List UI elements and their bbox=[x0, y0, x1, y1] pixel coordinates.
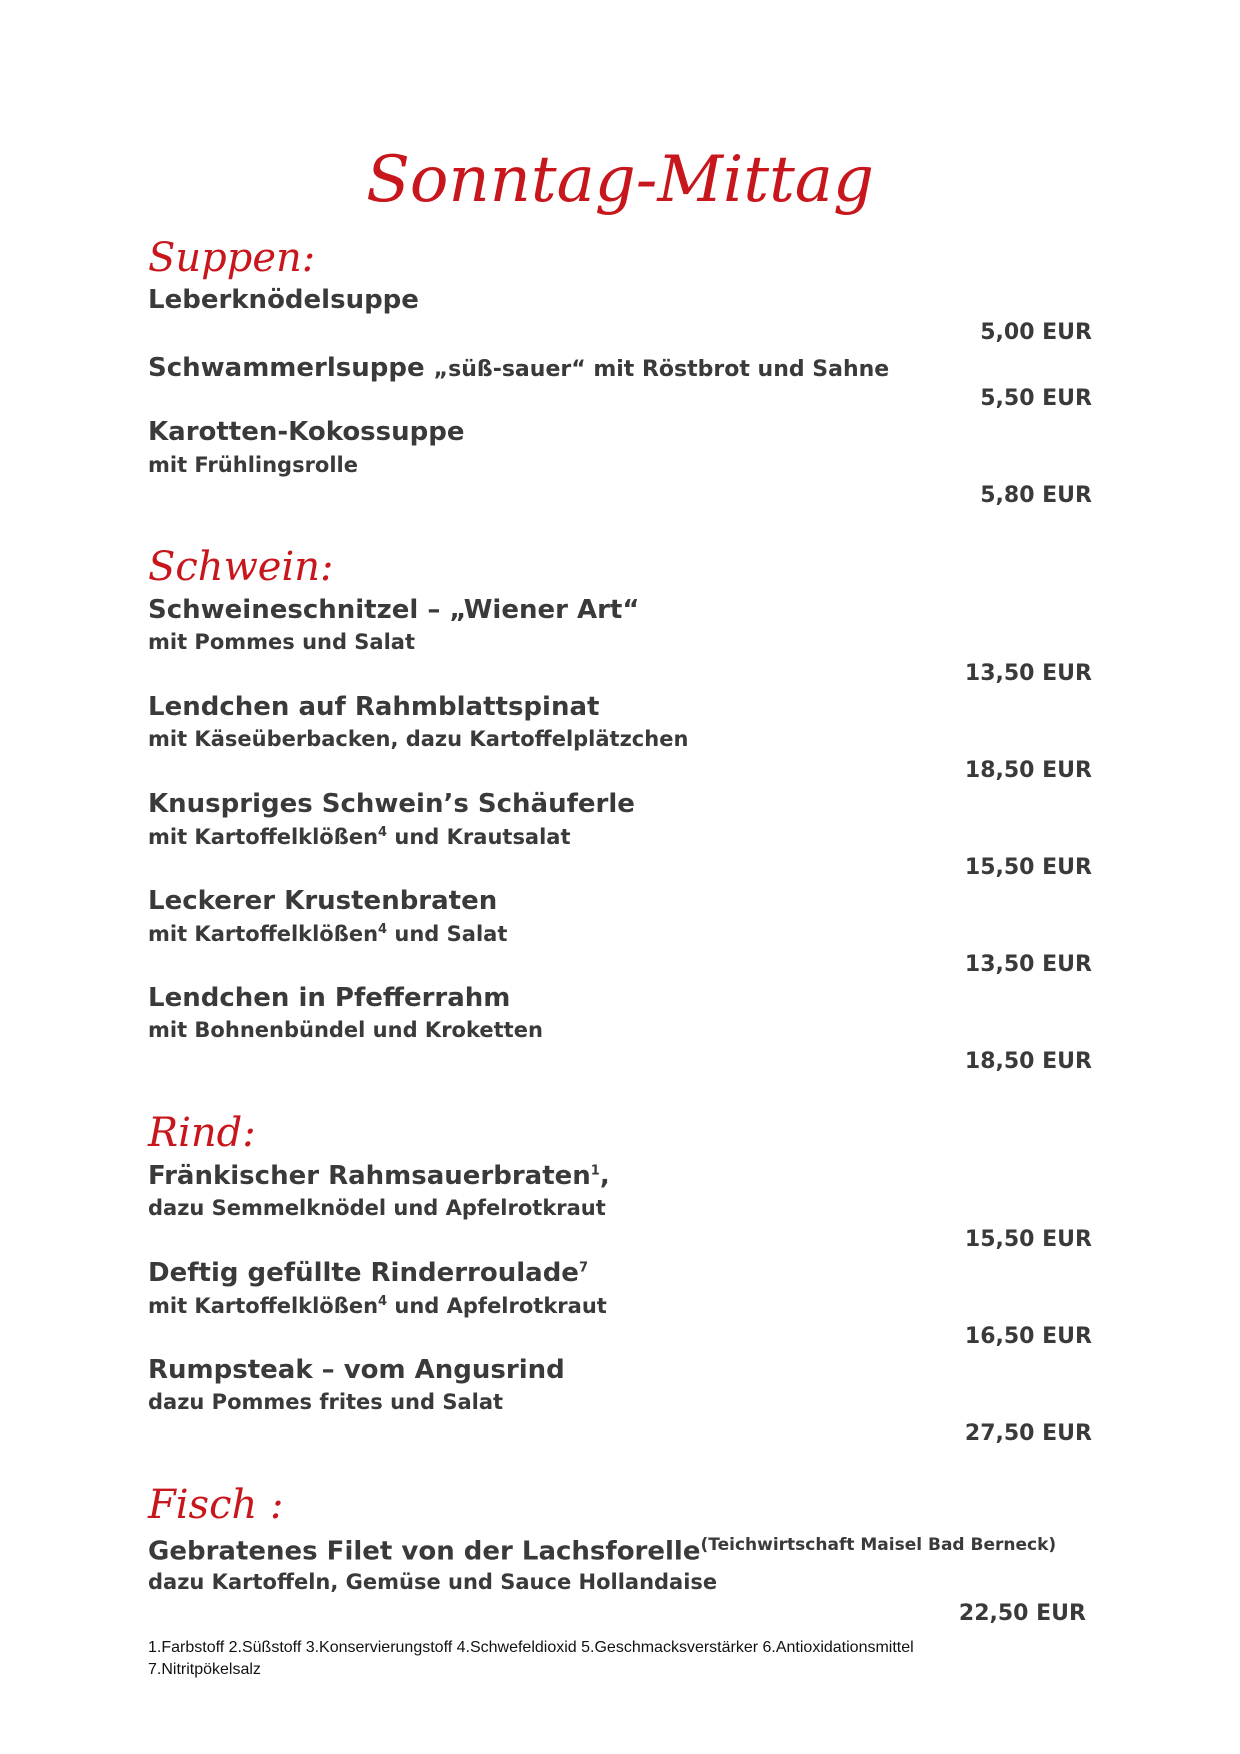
section-title-fisch: Fisch : bbox=[148, 1482, 284, 1528]
dish-price: 5,50 EUR bbox=[980, 386, 1092, 411]
dish-name-line bbox=[148, 1537, 1056, 1565]
dish-description-text: und Salat bbox=[387, 922, 508, 946]
dish-name: Karotten-Kokossuppe bbox=[148, 417, 465, 447]
allergen-marker: 1 bbox=[590, 1163, 600, 1179]
dish-description-text: mit Kartoffelklößen bbox=[148, 922, 379, 946]
dish-name: Deftig gefüllte Rinderroulade bbox=[148, 1258, 579, 1288]
dish-name: Knuspriges Schwein’s Schäuferle bbox=[148, 789, 635, 819]
dish-description: mit Käseüberbacken, dazu Kartoffelplätzchen bbox=[148, 727, 689, 751]
dish-name: Rumpsteak – vom Angusrind bbox=[148, 1355, 565, 1385]
dish-description: dazu Semmelknödel und Apfelrotkraut bbox=[148, 1196, 606, 1220]
allergen-marker: 4 bbox=[378, 922, 388, 937]
page-title: Sonntag-Mittag bbox=[366, 143, 874, 217]
dish-name: Lendchen in Pfefferrahm bbox=[148, 983, 511, 1013]
dish-description-text: und Apfelrotkraut bbox=[387, 1294, 607, 1318]
dish-name: Leckerer Krustenbraten bbox=[148, 886, 498, 916]
dish-price: 13,50 EUR bbox=[964, 952, 1092, 977]
section-title-suppen: Suppen: bbox=[148, 235, 316, 281]
dish-description-text: mit Kartoffelklößen bbox=[148, 825, 379, 849]
section-title-schwein: Schwein: bbox=[148, 544, 334, 590]
allergen-footnote bbox=[148, 1637, 1108, 1681]
dish-description: dazu Pommes frites und Salat bbox=[148, 1390, 504, 1414]
dish-name: Fränkischer Rahmsauerbraten bbox=[148, 1161, 591, 1191]
dish-origin-note: (Teichwirtschaft Maisel Bad Berneck) bbox=[700, 1535, 1057, 1555]
allergen-marker: 4 bbox=[378, 1294, 388, 1309]
dish-inline-description: „süß-sauer“ mit Röstbrot und Sahne bbox=[433, 357, 890, 382]
dish-price: 18,50 EUR bbox=[964, 1049, 1092, 1074]
dish-price: 22,50 EUR bbox=[958, 1601, 1086, 1626]
dish-price: 16,50 EUR bbox=[964, 1324, 1092, 1349]
dish-name: Lendchen auf Rahmblattspinat bbox=[148, 692, 600, 722]
dish-price: 15,50 EUR bbox=[964, 1227, 1092, 1252]
dish-description-text: mit Kartoffelklößen bbox=[148, 1294, 379, 1318]
dish-name-line bbox=[148, 1163, 610, 1189]
allergen-marker: 7 bbox=[578, 1260, 588, 1276]
dish-name: Leberknödelsuppe bbox=[148, 285, 419, 315]
dish-price: 5,80 EUR bbox=[980, 483, 1092, 508]
footnote-line: 1.Farbstoff 2.Süßstoff 3.Konservierungstoff 4.Schwefeldioxid 5.Geschmacksverstärker 6.Antioxidationsmittel bbox=[148, 1639, 914, 1656]
dish-description bbox=[148, 1295, 607, 1317]
dish-description: mit Frühlingsrolle bbox=[148, 453, 358, 477]
dish-name-punctuation: , bbox=[599, 1161, 610, 1191]
dish-name-line bbox=[148, 1260, 588, 1286]
dish-price: 27,50 EUR bbox=[964, 1421, 1092, 1446]
dish-price: 5,00 EUR bbox=[980, 320, 1092, 345]
dish-price: 15,50 EUR bbox=[964, 855, 1092, 880]
dish-price: 13,50 EUR bbox=[964, 661, 1092, 686]
dish-description: mit Pommes und Salat bbox=[148, 630, 416, 654]
dish-description-text: und Krautsalat bbox=[387, 825, 571, 849]
dish-description bbox=[148, 923, 507, 945]
footnote-line: 7.Nitritpökelsalz bbox=[148, 1661, 261, 1678]
dish-name-line bbox=[148, 355, 889, 381]
dish-description: dazu Kartoffeln, Gemüse und Sauce Hollandaise bbox=[148, 1570, 718, 1594]
dish-description: mit Bohnenbündel und Kroketten bbox=[148, 1018, 543, 1042]
dish-name: Gebratenes Filet von der Lachsforelle bbox=[148, 1536, 701, 1567]
allergen-marker: 4 bbox=[378, 825, 388, 840]
dish-name: Schweineschnitzel – „Wiener Art“ bbox=[148, 595, 640, 625]
dish-price: 18,50 EUR bbox=[964, 758, 1092, 783]
dish-name: Schwammerlsuppe bbox=[148, 353, 425, 383]
dish-description bbox=[148, 826, 571, 848]
section-title-rind: Rind: bbox=[148, 1110, 256, 1156]
